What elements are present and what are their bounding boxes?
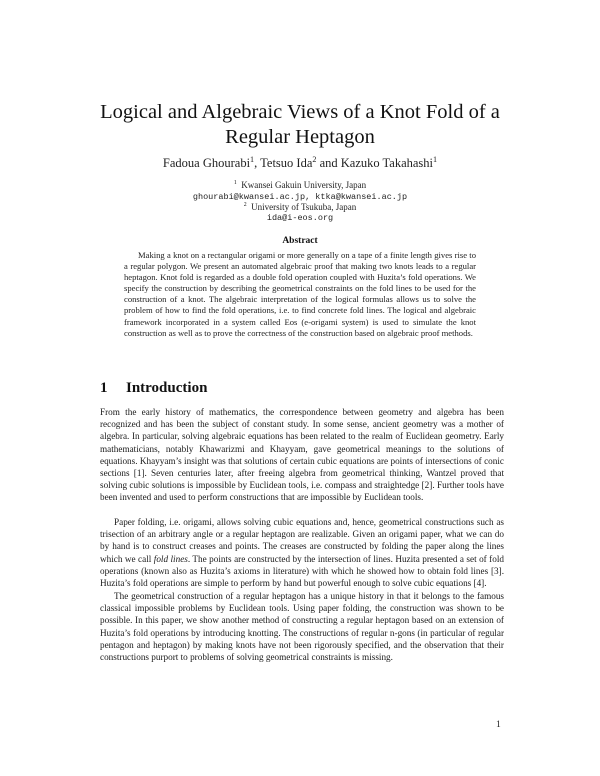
affiliation-2 <box>60 202 540 212</box>
affiliation-name: University of Tsukuba, Japan <box>251 202 357 212</box>
body-paragraph-3: The geometrical construction of a regular heptagon has a unique history in that it belongs to the famous classical impossible problems by Euclidean tools. Using paper folding, the construction was shown to be possible. In this paper, we show another method of constructing a regular heptagon based on an extension of Huzita’s fold operations by introducing knotting. The constructions of regular n-gons (in particular of regular pentagon and heptagon) by making knots have not been rigorously specified, and the observation that their constructions purport to problems of solving geometrical constraints is missing. <box>100 591 504 663</box>
affiliation-mark: 1 <box>233 180 237 186</box>
paragraph-text: . The points are constructed by the intersection of lines. Huzita presented a set of fold operations (known also as Huzita’s axioms in literature) with which he showed how to obtain fold lines [3]. Huzita’s fold operations are simple to perform by hand but powerful enough to solve cubic equations [4]. <box>100 553 504 589</box>
section-title: Introduction <box>126 380 208 396</box>
affiliation-2-email: ida@i-eos.org <box>266 213 334 223</box>
author-affiliation-mark: 1 <box>250 154 255 164</box>
title-line-2: Regular Heptagon <box>225 126 375 148</box>
author-affiliation-mark: 2 <box>312 154 317 164</box>
body-paragraph-1: From the early history of mathematics, the correspondence between geometry and algebra has been recognized and has been the subject of constant study. In some sense, ancient geometry was a mother of algebra. In particular, solving algebraic equations has been related to the realm of Euclidean geometry. Early mathematicians, notably Khawarizmi and Khayyam, gave geometrical meanings to the solutions of equations. Khayyam’s insight was that solutions of certain cubic equations are points of intersections of conic sections [1]. Seven centuries later, after freeing algebra from geometrical thinking, Wantzel proved that solving cubic solutions is impossible by Euclidean tools, i.e. compass and straightedge [2]. Further tools have been invented and used to perform constructions that are impossible by Euclidean tools. <box>100 407 504 503</box>
abstract-heading: Abstract <box>282 236 318 246</box>
section-heading <box>100 380 207 397</box>
affiliation-1 <box>60 180 540 190</box>
title-line-1: Logical and Algebraic Views of a Knot Fold of a <box>100 101 500 123</box>
affiliation-name: Kwansei Gakuin University, Japan <box>241 180 367 190</box>
author-separator: , <box>254 156 261 170</box>
section-number: 1 <box>100 380 108 396</box>
page-number: 1 <box>496 720 501 730</box>
abstract-text: Making a knot on a rectangular origami or more generally on a tape of a finite length gives rise to a regular polygon. We present an automated algebraic proof that making two knots leads to a regular heptagon. Knot fold is regarded as a double fold operation coupled with Huzita’s fold operations. We specify the construction by describing the geometrical constraints on the fold lines to be used for the construction of a knot. The algebraic interpretation of the logical formulas allows us to solve the problem of how to find the fold operations, i.e. to find concrete fold lines. The logical and algebraic framework incorporated in a system called Eos (e-origami system) is used to simulate the knot construction as well as to prove the correctness of the construction based on algebraic proof methods. <box>124 250 476 338</box>
author-name: Fadoua Ghourabi <box>162 156 251 170</box>
paper-title <box>60 100 540 150</box>
author-name: Kazuko Takahashi <box>340 156 434 170</box>
affiliation-1-emails: ghourabi@kwansei.ac.jp, ktka@kwansei.ac.jp <box>192 192 408 202</box>
author-list <box>60 156 540 171</box>
paragraph-text: Paper folding, i.e. origami, allows solving cubic equations and, hence, geometrical constructions such as trisection of an arbitrary angle or a regular heptagon are realizable. Given an origami paper, what we can do by hand is to construct creases and points. The creases are constructed by folding the paper along the lines which we call <box>100 517 504 564</box>
affiliation-mark: 2 <box>243 202 247 208</box>
body-paragraph-2 <box>100 516 504 589</box>
author-name: Tetsuo Ida <box>260 156 313 170</box>
emphasized-term: fold lines <box>153 553 188 564</box>
author-separator: and <box>316 156 341 170</box>
author-affiliation-mark: 1 <box>433 154 438 164</box>
